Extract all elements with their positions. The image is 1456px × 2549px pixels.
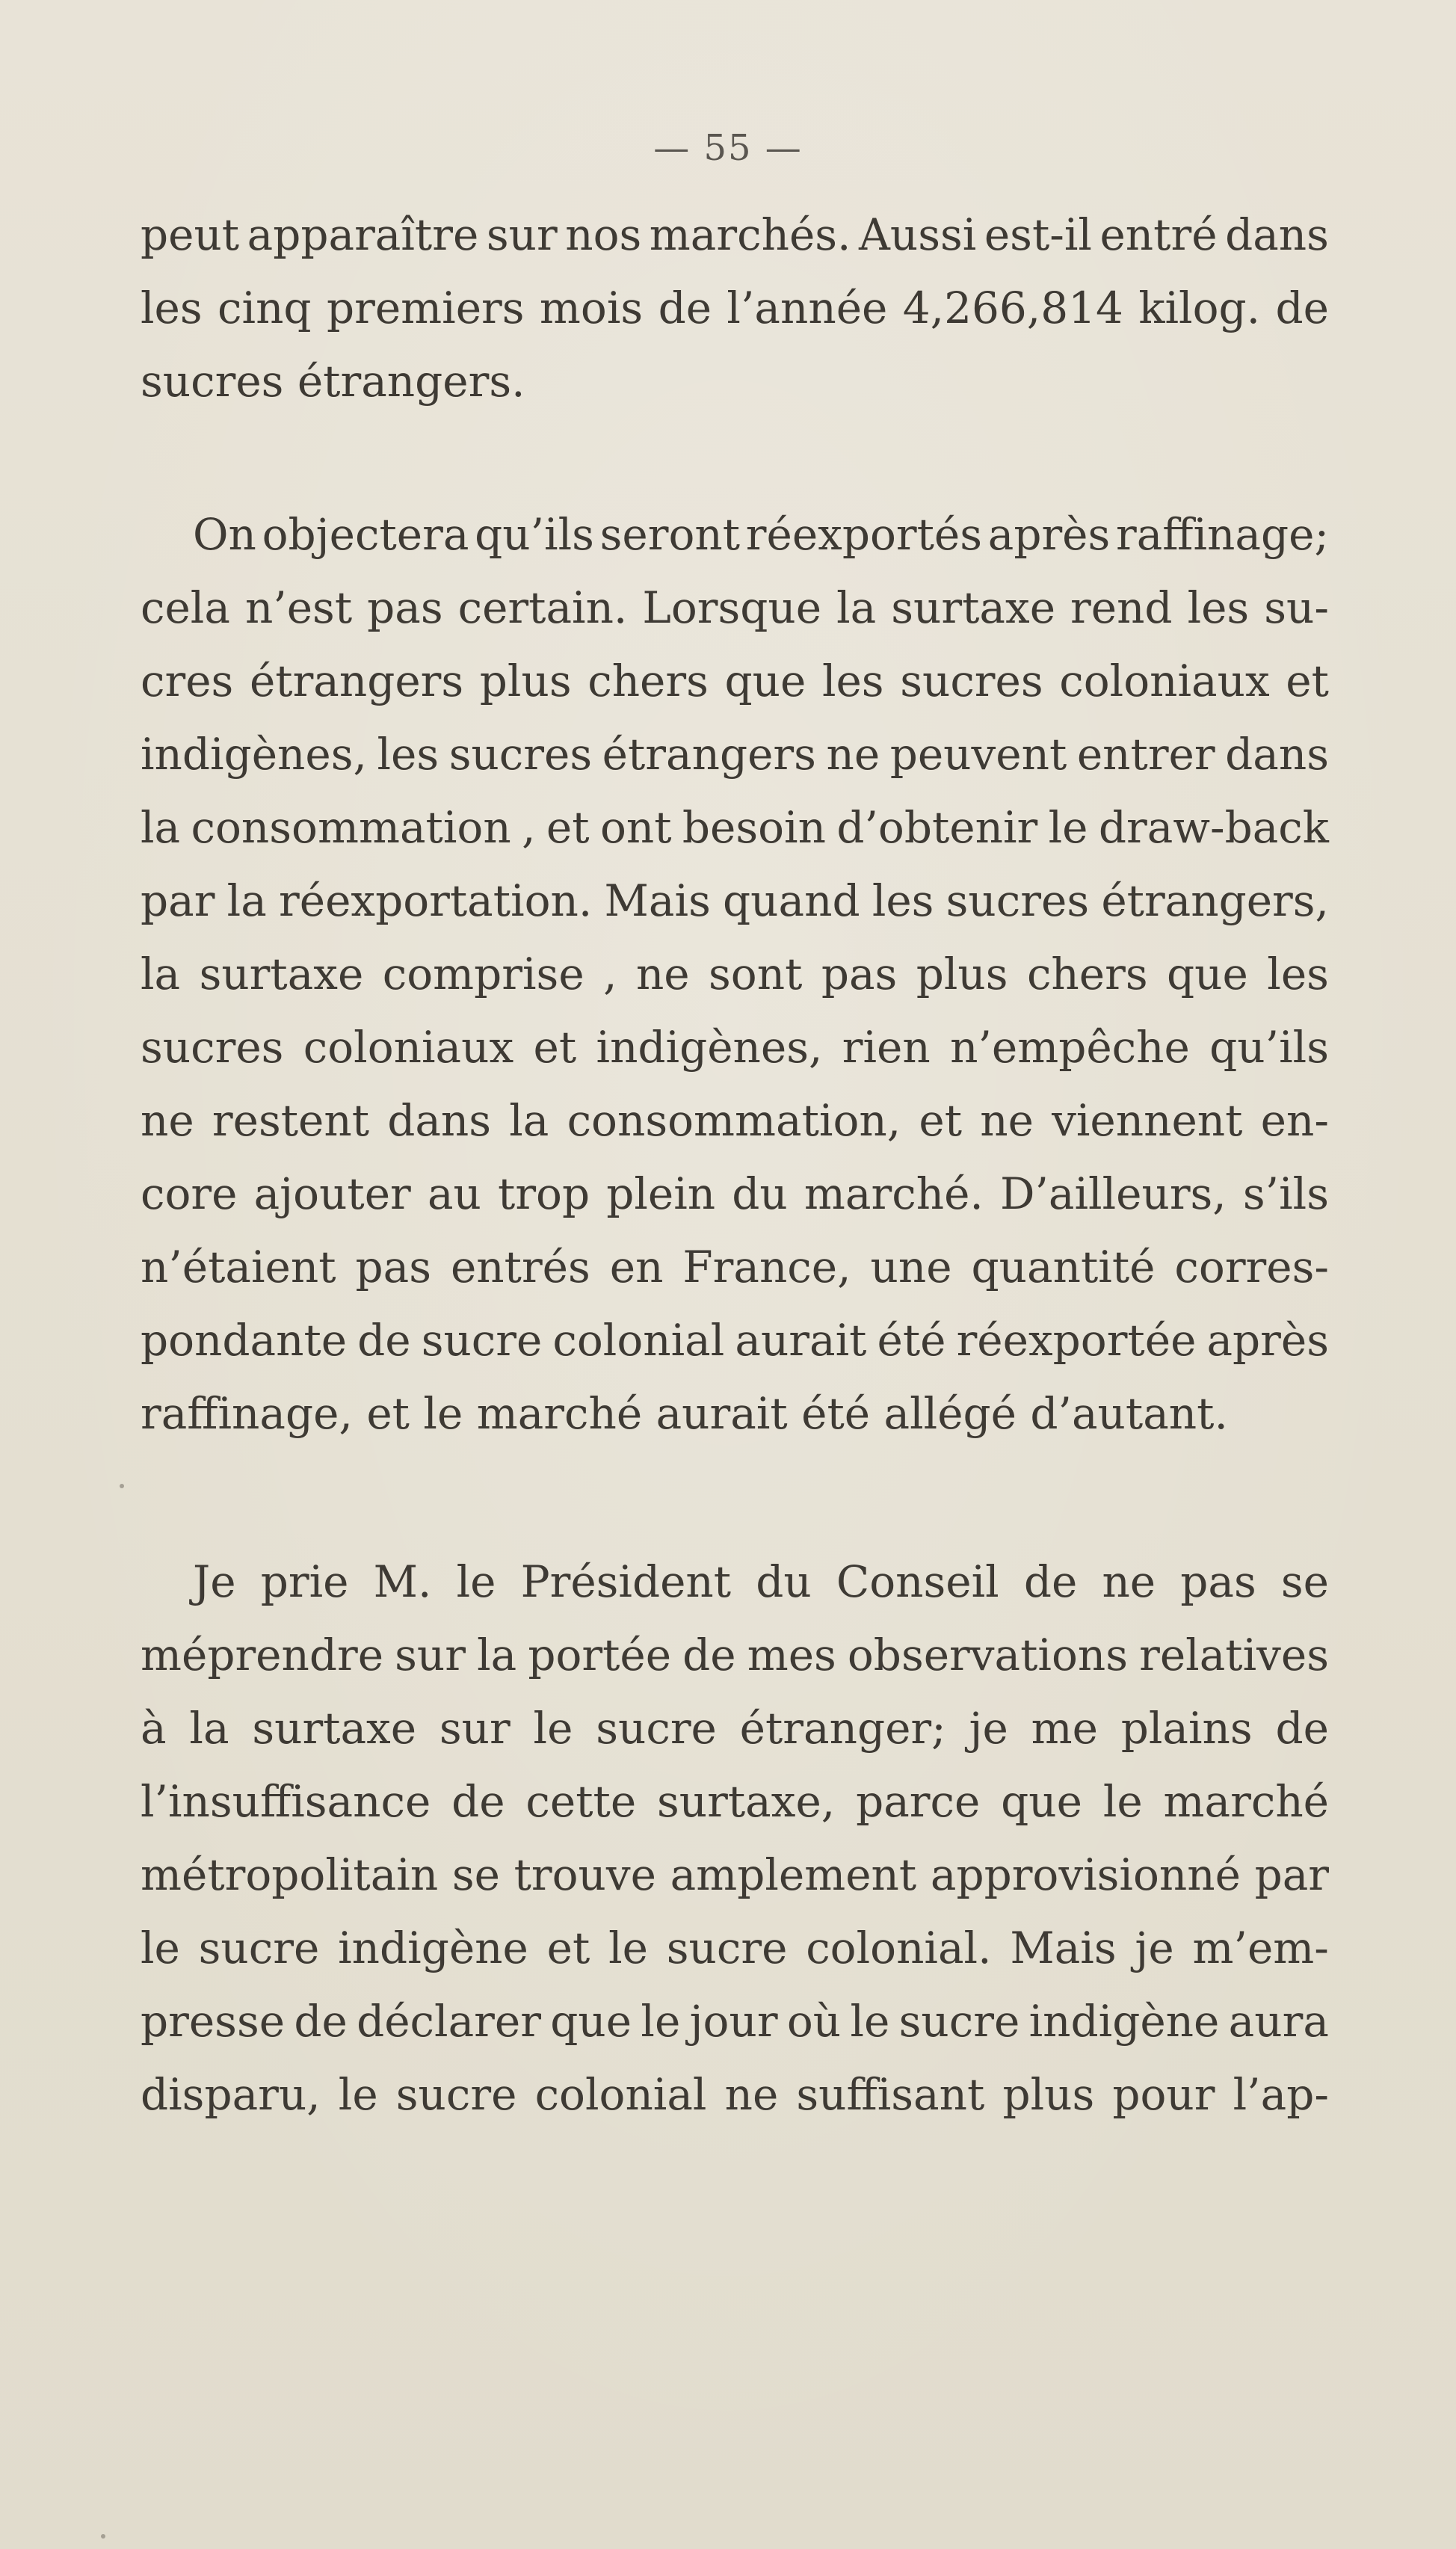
text-line: disparu, le sucre colonial ne suffisant plus pour l’ap- [141, 2069, 1329, 2120]
text-line: les cinq premiers mois de l’année 4,266,814 kilog. de [141, 283, 1329, 333]
text-line: métropolitain se trouve amplement approvisionné par [141, 1849, 1329, 1900]
text-line: le sucre indigène et le sucre colonial. Mais je m’em- [141, 1923, 1329, 1973]
text-line: peut apparaître sur nos marchés. Aussi est-il entré dans [141, 209, 1329, 260]
text-line: la surtaxe comprise , ne sont pas plus chers que les [141, 949, 1329, 999]
text-line: cela n’est pas certain. Lorsque la surtaxe rend les su- [141, 582, 1329, 633]
page-number: — 55 — [653, 127, 803, 169]
text-line: par la réexportation. Mais quand les sucres étrangers, [141, 875, 1329, 926]
text-line: ne restent dans la consommation, et ne viennent en- [141, 1095, 1329, 1146]
paragraph-3 [141, 1545, 1329, 2131]
text-line: presse de déclarer que le jour où le sucre indigène aura [141, 1996, 1329, 2047]
text-line: la consommation , et ont besoin d’obtenir le draw-back [141, 802, 1329, 853]
text-line: l’insuffisance de cette surtaxe, parce que le marché [141, 1776, 1329, 1827]
paper-speck [101, 2534, 105, 2539]
text-line: indigènes, les sucres étrangers ne peuvent entrer dans [141, 729, 1329, 780]
text-line: cres étrangers plus chers que les sucres coloniaux et [141, 656, 1329, 706]
text-line: On objectera qu’ils seront réexportés après raffinage; [193, 509, 1329, 560]
text-line: à la surtaxe sur le sucre étranger; je me plains de [141, 1703, 1329, 1754]
text-line: core ajouter au trop plein du marché. D’ailleurs, s’ils [141, 1168, 1329, 1219]
text-line: sucres étrangers. [141, 356, 525, 407]
text-line: Je prie M. le Président du Conseil de ne pas se [193, 1556, 1329, 1607]
text-line: raffinage, et le marché aurait été allégé d’autant. [141, 1388, 1228, 1439]
text-line: méprendre sur la portée de mes observations relatives [141, 1630, 1329, 1680]
paragraph-1 [141, 198, 1329, 418]
paragraph-2 [141, 498, 1329, 1450]
paper-speck [120, 1484, 124, 1488]
text-line: n’étaient pas entrés en France, une quantité corres- [141, 1242, 1329, 1292]
text-line: sucres coloniaux et indigènes, rien n’empêche qu’ils [141, 1022, 1329, 1073]
text-line: pondante de sucre colonial aurait été réexportée après [141, 1315, 1329, 1366]
